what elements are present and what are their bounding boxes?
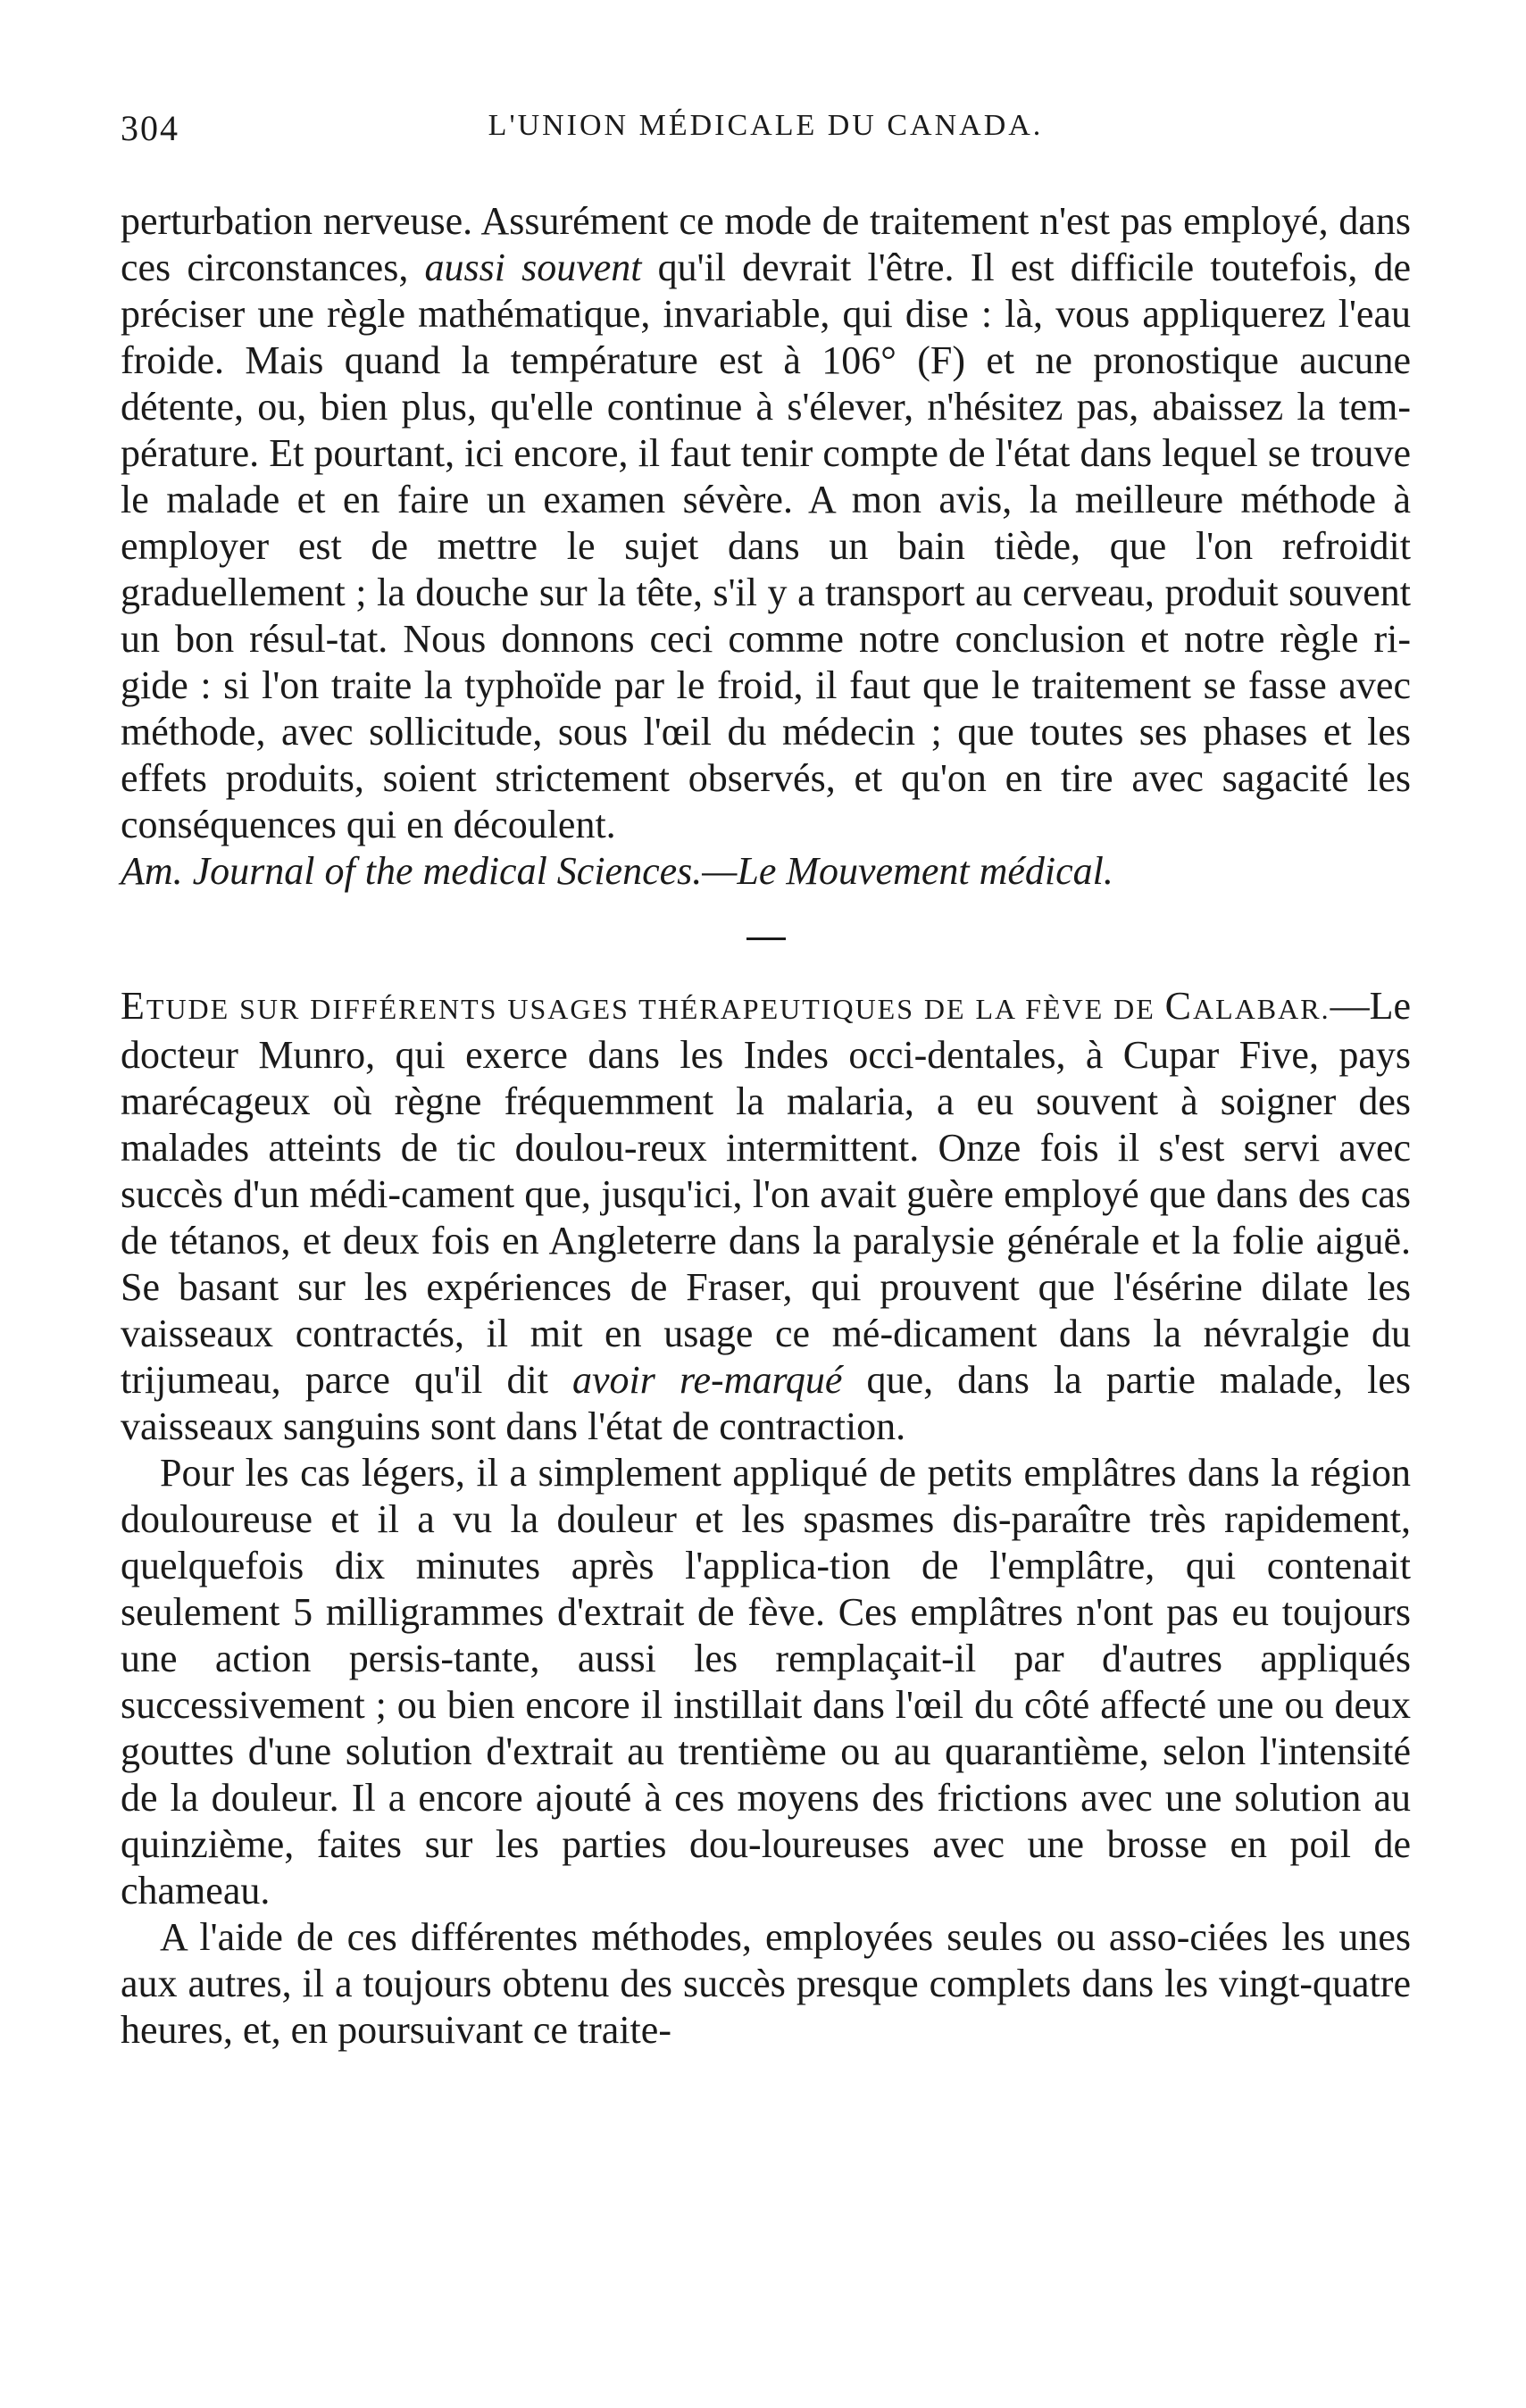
title-capital: E: [121, 984, 146, 1028]
section-title: [121, 984, 1330, 1028]
source-citation: Am. Journal of the medical Sciences.—Le Mouvement médical.: [121, 849, 1113, 893]
article-paragraph: Pour les cas légers, il a simplement appliqué de petits emplâtres dans la région douloureuse et il a vu la douleur et les spasmes dis-paraître très rapidement, quelquefois dix minutes après l'applica-tion de l'emplâtre, qui contenait seulement 5 milligrammes d'extrait de fève. Ces emplâtres n'ont pas eu toujours une action persis-tante, aussi les remplaçait-il par d'autres appliqués successivement ; ou bien encore il instillait dans l'œil du côté affecté une ou deux gouttes d'une solution d'extrait au trentième ou au quarantième, selon l'intensité de la douleur. Il a encore ajouté à ces moyens des frictions avec une solution au quinzième, faites sur les parties dou-loureuses avec une brosse en poil de chameau.: [121, 1451, 1411, 1912]
running-head: [121, 107, 1411, 161]
page-number: 304: [121, 108, 179, 148]
italic-text-run: avoir re-marqué: [572, 1358, 843, 1402]
article-paragraph: [121, 983, 1411, 1450]
document-page: [121, 107, 1411, 2054]
title-small-caps: ALABAR.: [1193, 993, 1330, 1025]
section-divider: [746, 937, 786, 940]
italic-text-run: aussi souvent: [424, 246, 642, 289]
journal-title: L'UNION MÉDICALE DU CANADA.: [488, 109, 1044, 142]
text-run: —Le docteur Munro, qui exerce dans les Indes occi-dentales, à Cupar Five, pays marécageux où règne fréquemment la malaria, a eu souvent à soigner des malades atteints de tic doulou-reux intermittent. Onze fois il s'est servi avec succès d'un médi-cament que, jusqu'ici, l'on avait guère employé que dans des cas de tétanos, et deux fois en Angleterre dans la paralysie générale et la folie aiguë. Se basant sur les expériences de Fraser, qui prouvent que l'ésérine dilate les vaisseaux contractés, il mit en usage ce mé-dicament dans la névralgie du trijumeau, parce qu'il dit: [121, 984, 1411, 1402]
title-capital: C: [1164, 984, 1194, 1028]
text-run: perturbation nerveuse. Assurément ce mode de traitement n'est pas employé, dans ces circonstances,: [121, 199, 1411, 289]
article-paragraph: [121, 198, 1411, 848]
text-run: qu'il devrait l'être. Il est difficile toutefois, de préciser une règle mathématique, invariable, qui dise : là, vous appliquerez l'eau froide. Mais quand la température est à 106° (F) et ne pronostique aucune détente, ou, bien plus, qu'elle continue à s'élever, n'hésitez pas, abaissez la tem-pérature. Et pourtant, ici encore, il faut tenir compte de l'état dans lequel se trouve le malade et en faire un examen sévère. A mon avis, la meilleure méthode à employer est de mettre le sujet dans un bain tiède, que l'on refroidit graduellement ; la douche sur la tête, s'il y a transport au cerveau, produit souvent un bon résul-tat. Nous donnons ceci comme notre conclusion et notre règle ri-gide : si l'on traite la typhoïde par le froid, il faut que le traitement se fasse avec méthode, avec sollicitude, sous l'œil du médecin ; que toutes ses phases et les effets produits, soient strictement observés, et qu'on en tire avec sagacité les conséquences qui en découlent.: [121, 246, 1411, 846]
article-paragraph: A l'aide de ces différentes méthodes, employées seules ou asso-ciées les unes aux autres, il a toujours obtenu des succès presque complets dans les vingt-quatre heures, et, en poursuivant ce traite-: [121, 1915, 1411, 2052]
title-small-caps: TUDE SUR DIFFÉRENTS USAGES THÉRAPEUTIQUES DE LA FÈVE DE: [146, 993, 1165, 1025]
text-run: que, dans la partie malade, les vaisseaux sanguins sont dans l'état de contraction.: [121, 1358, 1411, 1448]
